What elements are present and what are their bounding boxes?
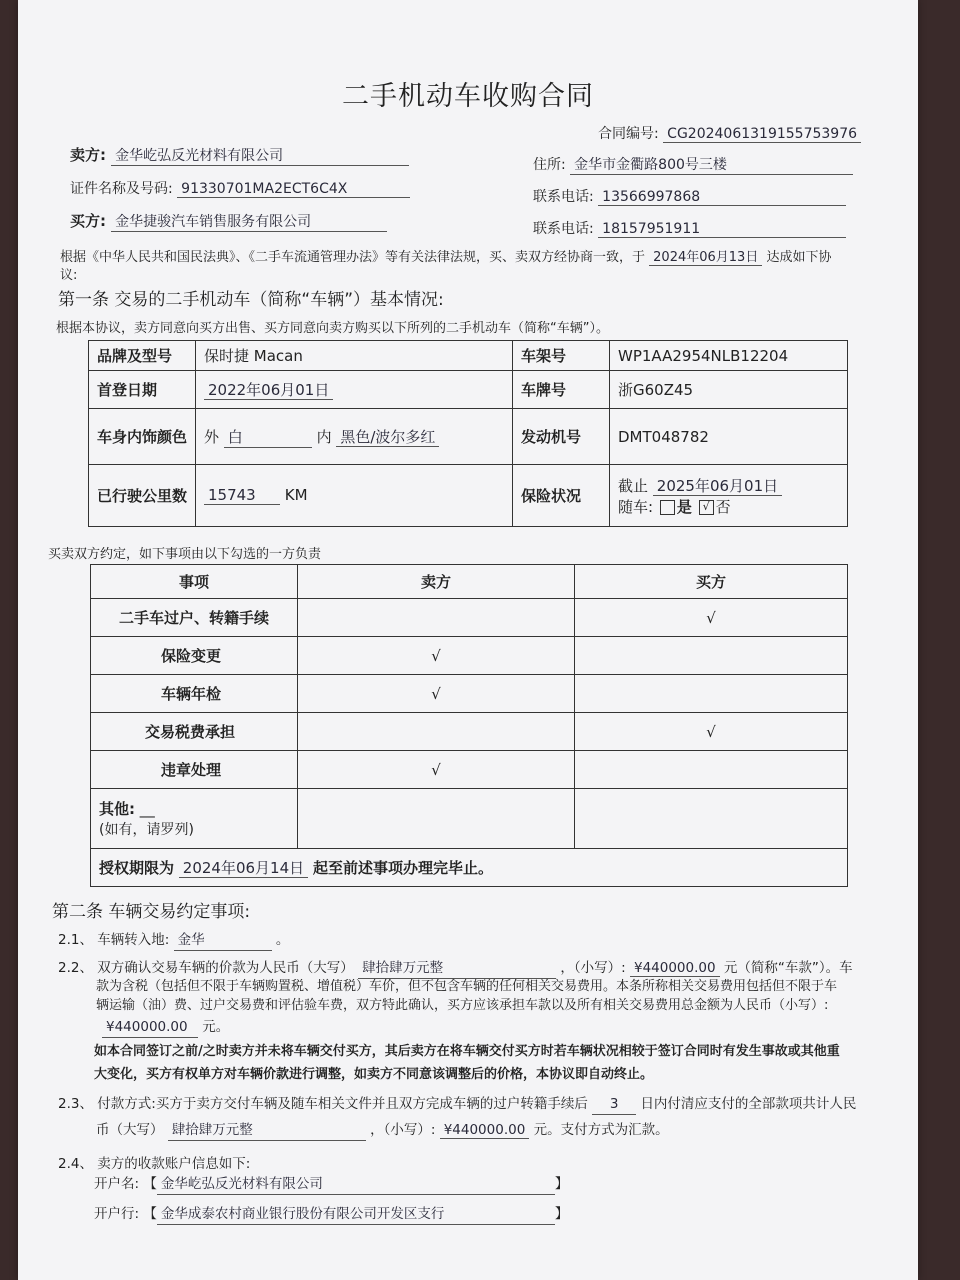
brand-value: 保时捷 Macan xyxy=(196,341,513,371)
transfer-location: 金华 xyxy=(174,930,272,951)
duty-seller-check: √ xyxy=(298,637,575,675)
buyer-label: 买方: xyxy=(70,212,106,230)
clause-2-2-line1 xyxy=(58,958,853,979)
insurance-date: 2025年06月01日 xyxy=(653,477,782,496)
preamble-text-2: 达成如下协 xyxy=(766,250,832,265)
buyer-value: 金华捷骏汽车销售服务有限公司 xyxy=(111,211,387,232)
clause-2-2-text-b: ，（小写）: xyxy=(560,960,626,976)
condition-line-1: 如本合同签订之前/之时卖方并未将车辆交付买方，其后卖方在将车辆交付买方时若车辆状况相较于签订合同时有发生事故或其他重 xyxy=(94,1044,840,1059)
other-seller xyxy=(298,789,575,849)
buyer-field xyxy=(70,210,387,232)
vin-value: WP1AA2954NLB12204 xyxy=(610,341,848,371)
duty-row-other xyxy=(91,789,848,849)
clause-2-1-text: 车辆转入地: xyxy=(97,932,170,948)
clause-2-2-no: 2.2、 xyxy=(58,960,93,976)
vin-label: 车架号 xyxy=(513,341,610,371)
auth-suffix: 起至前述事项办理完毕止。 xyxy=(312,859,493,877)
insurance-prefix: 截止 xyxy=(618,476,649,495)
bank-value: 金华成泰农村商业银行股份有限公司开发区支行 xyxy=(157,1204,555,1225)
duty-buyer-check: √ xyxy=(575,599,848,637)
buyer-phone-label: 联系电话: xyxy=(533,221,594,237)
address-label: 住所: xyxy=(533,157,566,173)
contract-no-field xyxy=(598,123,861,143)
duty-seller-check: √ xyxy=(298,751,575,789)
duty-row xyxy=(91,713,848,751)
duty-seller-check: √ xyxy=(298,675,575,713)
clause-2-4-text: 卖方的收款账户信息如下: xyxy=(97,1156,251,1172)
clause-2-3-text-b: 日内付清应支付的全部款项共计人民 xyxy=(640,1096,857,1112)
vehicle-info-table xyxy=(88,340,848,527)
insurance-cell xyxy=(610,465,848,527)
seller-phone-field xyxy=(533,186,846,206)
contract-page xyxy=(18,0,918,1280)
insurance-follow-label: 随车: xyxy=(618,497,654,516)
condition-line-2: 大变化，买方有权单方对车辆价款进行调整，如卖方不同意该调整后的价格，本协议即自动终止。 xyxy=(94,1067,654,1082)
duty-header-item: 事项 xyxy=(91,565,298,599)
clause-2-4-no: 2.4、 xyxy=(58,1156,93,1172)
bracket-left: 【 xyxy=(143,1176,157,1192)
payment-in-words: 肆拾肆万元整 xyxy=(168,1120,366,1141)
plate-value: 浙G60Z45 xyxy=(610,371,848,409)
payment-days: 3 xyxy=(592,1094,636,1115)
buyer-phone-field xyxy=(533,218,846,238)
int-prefix: 内 xyxy=(316,427,332,446)
clause-2-3-no: 2.3、 xyxy=(58,1096,93,1112)
auth-label: 授权期限为 xyxy=(99,859,175,877)
account-name-field xyxy=(94,1174,568,1195)
bank-label: 开户行: xyxy=(94,1206,140,1222)
duty-row xyxy=(91,675,848,713)
price-in-words: 肆拾肆万元整 xyxy=(358,958,556,979)
preamble xyxy=(60,246,831,265)
mileage-label: 已行驶公里数 xyxy=(89,465,196,527)
preamble-text: 根据《中华人民共和国民法典》、《二手车流通管理办法》等有关法律法规，买、卖双方经协商一致，于 xyxy=(60,250,646,265)
clause-2-2-line2: 款为含税（包括但不限于车辆购置税、增值税）车价，但不包含车辆的任何相关交易费用。本条所称相关交易费用包括但不限于车 xyxy=(96,979,838,994)
brand-label: 品牌及型号 xyxy=(89,341,196,371)
clause-2-3-line1 xyxy=(58,1094,856,1115)
article-1-desc: 根据本协议，卖方同意向买方出售、买方同意向卖方购买以下所列的二手机动车（简称“车辆”）。 xyxy=(56,321,609,336)
duty-header-buyer: 买方 xyxy=(575,565,848,599)
reg-cell xyxy=(196,371,513,409)
duty-table xyxy=(90,564,848,887)
price-number: ¥440000.00 xyxy=(630,960,720,977)
clause-2-2-yuan: 元。 xyxy=(202,1019,230,1035)
duty-buyer-check xyxy=(575,751,848,789)
mileage-unit: KM xyxy=(284,486,308,504)
duty-item: 二手车过户、转籍手续 xyxy=(91,599,298,637)
cert-field xyxy=(70,178,410,198)
clause-2-3-text-d: ，（小写）: xyxy=(370,1122,436,1138)
no-label: 否 xyxy=(715,497,731,516)
duty-item: 交易税费承担 xyxy=(91,713,298,751)
duty-item: 车辆年检 xyxy=(91,675,298,713)
bracket-right: 】 xyxy=(554,1176,569,1192)
clause-2-3-text-c: 币（大写） xyxy=(96,1122,164,1138)
duty-item: 保险变更 xyxy=(91,637,298,675)
contract-no-label: 合同编号: xyxy=(598,126,659,142)
seller-phone-value: 13566997868 xyxy=(598,189,846,206)
auth-date: 2024年06月14日 xyxy=(179,859,308,878)
duty-buyer-check xyxy=(575,675,848,713)
seller-value: 金华屹弘反光材料有限公司 xyxy=(111,145,409,166)
color-cell xyxy=(196,409,513,465)
ext-prefix: 外 xyxy=(204,427,220,446)
other-note: (如有，请罗列) xyxy=(99,822,194,838)
payment-number: ¥440000.00 xyxy=(440,1122,530,1139)
duty-buyer-check: √ xyxy=(575,713,848,751)
clause-2-1: 2.1、 车辆转入地: 金华 。 xyxy=(58,930,289,951)
seller-field xyxy=(70,144,409,166)
yes-checkbox xyxy=(660,500,675,515)
preamble-text-3: 议: xyxy=(60,268,78,283)
duty-row xyxy=(91,751,848,789)
ext-color: 白 xyxy=(224,426,312,448)
address-value: 金华市金衢路800号三楼 xyxy=(570,154,853,175)
clause-2-3-text-a: 付款方式:买方于卖方交付车辆及随车相关文件并且双方完成车辆的过户转籍手续后 xyxy=(97,1096,588,1112)
duty-header-seller: 卖方 xyxy=(298,565,575,599)
other-blank: __ xyxy=(139,800,155,818)
plate-label: 车牌号 xyxy=(513,371,610,409)
duty-buyer-check xyxy=(575,637,848,675)
clause-2-1-no: 2.1、 xyxy=(58,932,93,948)
cert-label: 证件名称及号码: xyxy=(70,181,173,197)
seller-label: 卖方: xyxy=(70,146,106,164)
total-price: ¥440000.00 xyxy=(102,1017,198,1038)
contract-no-value: CG2024061319155753976 xyxy=(663,126,861,143)
account-name-value: 金华屹弘反光材料有限公司 xyxy=(157,1174,555,1195)
address-field xyxy=(533,154,853,175)
insurance-label: 保险状况 xyxy=(513,465,610,527)
duty-item: 违章处理 xyxy=(91,751,298,789)
duty-seller-check xyxy=(298,599,575,637)
color-label: 车身内饰颜色 xyxy=(89,409,196,465)
cert-value: 91330701MA2ECT6C4X xyxy=(177,181,410,198)
clause-2-4 xyxy=(58,1154,250,1174)
clause-2-3-text-e: 元。支付方式为汇款。 xyxy=(533,1122,669,1138)
seller-phone-label: 联系电话: xyxy=(533,189,594,205)
reg-value: 2022年06月01日 xyxy=(204,381,333,400)
bank-field xyxy=(94,1204,568,1225)
article-1-title: 第一条 交易的二手机动车（简称“车辆”）基本情况: xyxy=(58,290,444,310)
duty-row xyxy=(91,637,848,675)
other-label: 其他: xyxy=(99,800,135,818)
engine-label: 发动机号 xyxy=(513,409,610,465)
other-buyer xyxy=(575,789,848,849)
yes-label: 是 xyxy=(676,497,692,516)
bracket-left: 【 xyxy=(143,1206,157,1222)
int-color: 黑色/波尔多红 xyxy=(336,428,439,447)
clause-2-2-line3: 辆运输（油）费、过户交易费和评估验车费，双方特此确认，买方应该承担车款以及所有相关交易费用总金额为人民币（小写）: xyxy=(96,998,829,1013)
no-checkbox: √ xyxy=(699,500,714,515)
engine-value: DMT048782 xyxy=(610,409,848,465)
duty-seller-check xyxy=(298,713,575,751)
clause-2-3-line2 xyxy=(96,1120,669,1141)
preamble-date: 2024年06月13日 xyxy=(649,250,762,266)
duty-intro: 买卖双方约定，如下事项由以下勾选的一方负责 xyxy=(48,547,322,562)
account-name-label: 开户名: xyxy=(94,1176,140,1192)
duty-row xyxy=(91,599,848,637)
clause-2-2-text-a: 双方确认交易车辆的价款为人民币（大写） xyxy=(97,960,354,976)
mileage-cell xyxy=(196,465,513,527)
clause-2-2-text-c: 元（简称“车款”）。车 xyxy=(723,960,853,976)
other-cell xyxy=(91,789,298,849)
document-title: 二手机动车收购合同 xyxy=(342,81,594,112)
reg-label: 首登日期 xyxy=(89,371,196,409)
article-2-title: 第二条 车辆交易约定事项: xyxy=(52,902,251,922)
buyer-phone-value: 18157951911 xyxy=(598,221,846,238)
bracket-right: 】 xyxy=(554,1206,569,1222)
authorization-row xyxy=(91,849,848,887)
clause-2-2-line4 xyxy=(102,1017,229,1038)
mileage-value: 15743 xyxy=(204,486,280,505)
